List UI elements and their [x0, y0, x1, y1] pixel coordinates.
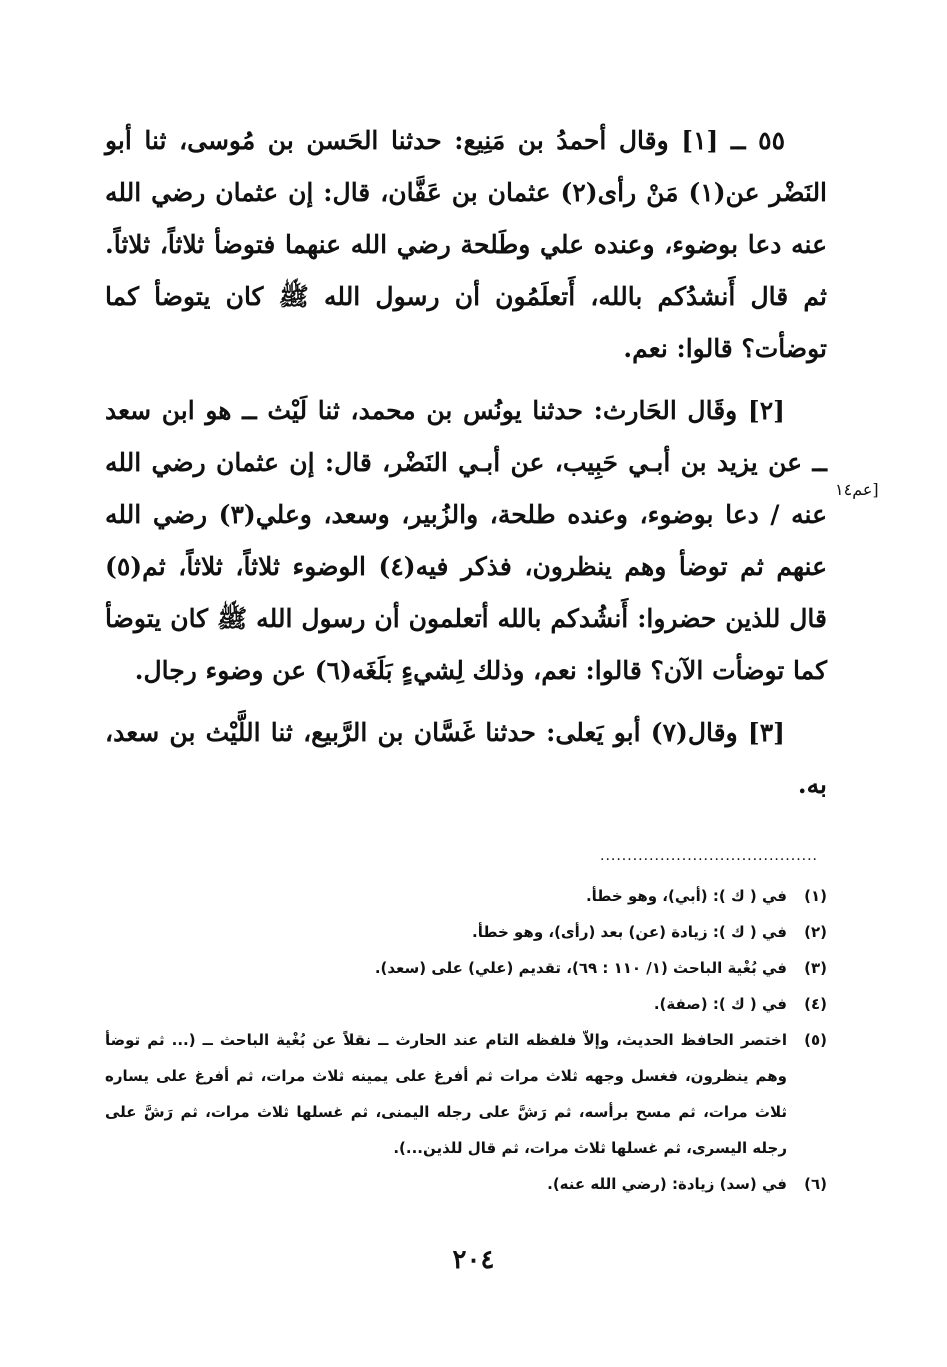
footnote-text: في ( ك ): (صفة).: [653, 995, 787, 1013]
footnote-6: [105, 1166, 827, 1202]
footnote-3: [105, 950, 827, 986]
footnote-5: [105, 1022, 827, 1166]
footnote-text: في بُغْية الباحث (١/ ١١٠ : ٦٩)، تقديم (علي) على (سعد).: [374, 959, 787, 977]
page-number: ٢٠٤: [452, 1245, 495, 1275]
footnote-text: في (سد) زيادة: (رضي الله عنه).: [547, 1175, 787, 1193]
footnote-number: (٤): [804, 995, 827, 1013]
footnote-number: (١): [804, 887, 827, 905]
footnote-number: (٢): [804, 923, 827, 941]
paragraph-55-3: [٣] وقال(٧) أبو يَعلى: حدثنا غَسَّان بن الرَّبيع، ثنا اللَّيْث بن سعد، به.: [105, 718, 827, 799]
footnote-1: [105, 878, 827, 914]
footnotes: [105, 878, 827, 1202]
main-text: [105, 115, 827, 821]
footnote-text: اختصر الحافظ الحديث، وإلاّ فلفظه التام عند الحارث ــ نقلاً عن بُغْية الباحث ــ (... ثم توضأ وهم ينظرون، فغسل وجهه ثلاث مرات ثم أفرغ على يمينه ثلاث مرات، ثم أفرغ على يساره ثلاث مرات، ثم مسح برأسه، ثم رَشَّ على رجله اليمنى، ثم غسلها ثلاث مرات، ثم رَشَّ على رجله اليسرى، ثم غسلها ثلاث مرات، ثم قال للذين...).: [105, 1031, 787, 1157]
footnote-text: في ( ك ): زيادة (عن) بعد (رأى)، وهو خطأ.: [472, 923, 787, 941]
footnote-divider: ........................................: [600, 848, 819, 864]
footnote-number: (٥): [804, 1031, 827, 1049]
footnote-2: [105, 914, 827, 950]
paragraph-55-1: ٥٥ ــ [١] وقال أحمدُ بن مَنِيع: حدثنا الحَسن بن مُوسى، ثنا أبو النَضْر عن(١) مَنْ رأى(٢) عثمان بن عَفَّان، قال: إن عثمان رضي الله عنه دعا بوضوء، وعنده علي وطَلحة رضي الله عنهما فتوضأ ثلاثاً، ثلاثاً. ثم قال أَنشدُكم بالله، أَتعلَمُون أن رسول الله ﷺ كان يتوضأ كما توضأت؟ قالوا: نعم.: [105, 126, 828, 363]
footnote-number: (٦): [804, 1175, 827, 1193]
footnote-number: (٣): [804, 959, 827, 977]
paragraph-55-2: [٢] وقَال الحَارث: حدثنا يونُس بن محمد، ثنا لَيْث ــ هو ابن سعد ــ عن يزيد بن أبـي حَبِيب، عن أبـي النَضْر، قال: إن عثمان رضي الله عنه / دعا بوضوء، وعنده طلحة، والزُبير، وسعد، وعلي(٣) رضي الله عنهم ثم توضأ وهم ينظرون، فذكر فيه(٤) الوضوء ثلاثاً، ثلاثاً، ثم(٥) قال للذين حضروا: أَنشُدكم بالله أتعلمون أن رسول الله ﷺ كان يتوضأ كما توضأت الآن؟ قالوا: نعم، وذلك لِشيءٍ بَلَغَه(٦) عن وضوء رجال.: [105, 396, 828, 685]
footnote-4: [105, 986, 827, 1022]
footnote-text: في ( ك ): (أبي)، وهو خطأ.: [585, 887, 787, 905]
margin-reference: [عم١٤: [835, 480, 879, 499]
